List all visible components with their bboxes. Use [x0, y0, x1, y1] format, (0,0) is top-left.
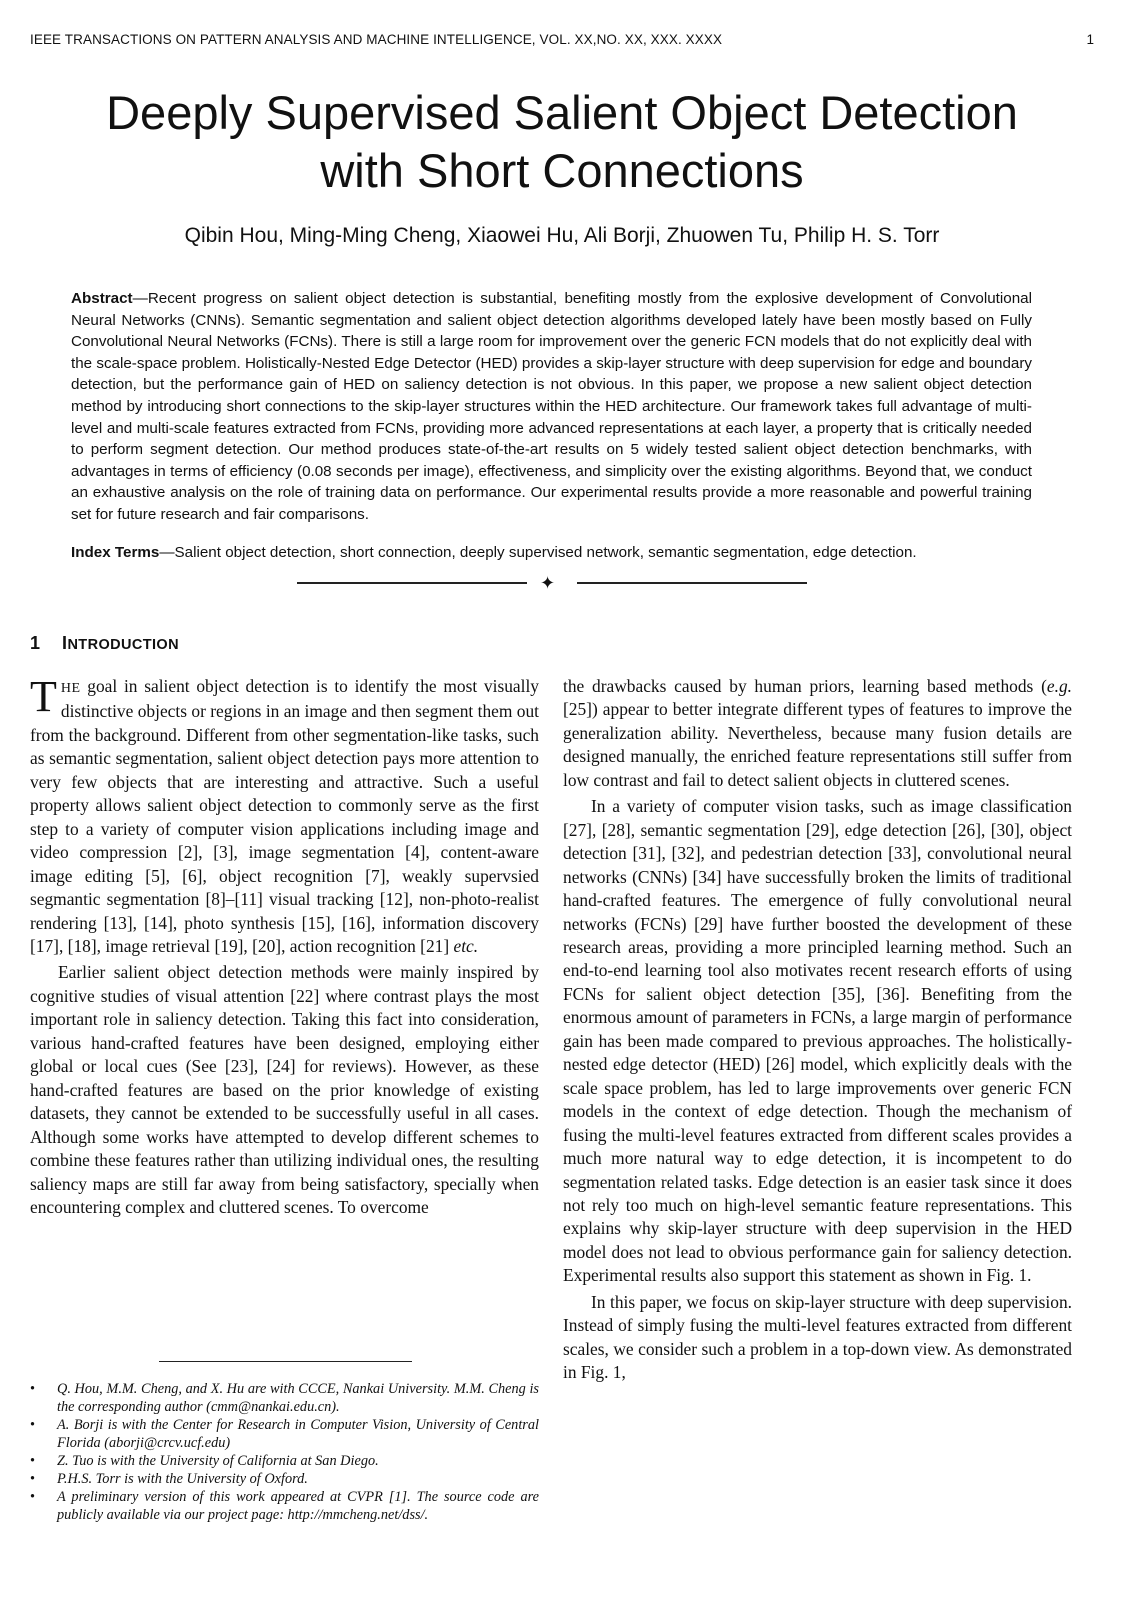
index-terms-text: —Salient object detection, short connection, deeply supervised network, semantic segmentation, edge detection. — [159, 544, 917, 561]
footnote-item: • Q. Hou, M.M. Cheng, and X. Hu are with CCCE, Nankai University. M.M. Cheng is the corresponding author (cmm@nankai.edu.cn). — [30, 1380, 539, 1416]
running-header — [30, 32, 1094, 52]
title-line-2: with Short Connections — [320, 144, 804, 197]
separator-line-left — [297, 582, 527, 584]
separator-line-right — [577, 582, 807, 584]
intro-paragraph-1 — [30, 672, 539, 958]
paragraph-2-continued-b: [25]) appear to better integrate different types of features to improve the generalization ability. Nevertheless, because many fusion details are designed manually, the enriched feature representations still suffer from low contrast and fail to detect salient objects in cluttered scenes. — [563, 699, 1072, 790]
paragraph-2-continued-a: the drawbacks caused by human priors, learning based methods ( — [563, 676, 1047, 696]
intro-paragraph-4: In this paper, we focus on skip-layer structure with deep supervision. Instead of simply fusing the multi-level features extracted from different scales, we consider such a problem in a top-down view. As demonstrated in Fig. 1, — [563, 1291, 1072, 1383]
drop-cap: T — [30, 672, 57, 721]
page-number: 1 — [1086, 32, 1094, 47]
author-list: Qibin Hou, Ming-Ming Cheng, Xiaowei Hu, Ali Borji, Zhuowen Tu, Philip H. S. Torr — [184, 224, 940, 247]
drop-cap-rest: HE — [60, 681, 81, 696]
abstract-text: —Recent progress on salient object detection is substantial, benefiting mostly from the explosive development of Convolutional Neural Networks (CNNs). Semantic segmentation and salient object detection algorithms developed lately have been mostly based on Fully Convolutional Neural Networks (FCNs). There is still a large room for improvement over the generic FCN models that do not explicitly deal with the scale-space problem. Holistically-Nested Edge Detector (HED) provides a skip-layer structure with deep supervision for edge and boundary detection, but the performance gain of HED on saliency detection is not obvious. In this paper, we propose a new salient object detection method by introducing short connections to the skip-layer structures within the HED architecture. Our framework takes full advantage of multi-level and multi-scale features extracted from FCNs, providing more advanced representations at each layer, a property that is critically needed to perform segment detection. Our method produces state-of-the-art results on 5 widely tested salient object detection benchmarks, with advantages in terms of efficiency (0.08 seconds per image), effectiveness, and simplicity over the existing algorithms. Beyond that, we conduct an exhaustive analysis on the role of training data on performance. Our experimental results provide a more reasonable and powerful training set for future research and fair comparisons. — [71, 290, 1032, 523]
abstract-label: Abstract — [71, 290, 133, 307]
intro-paragraph-2-continued — [563, 675, 1072, 792]
section-title-initial: I — [62, 633, 68, 653]
section-heading-introduction — [30, 633, 179, 654]
section-title-rest: NTRODUCTION — [67, 637, 179, 653]
intro-paragraph-3: In a variety of computer vision tasks, such as image classification [27], [28], semantic segmentation [29], edge detection [26], [30], object detection [31], [32], and pedestrian detection [33], convolutional neural networks (CNNs) [34] have successfully broken the limits of traditional hand-crafted features. The emergence of fully convolutional neural networks (FCNs) [29] have further boosted the development of these research areas, providing a more principled learning method. Such an end-to-end learning tool also motivates recent research efforts of using FCNs for salient object detection [35], [36]. Benefiting from the enormous amount of parameters in FCNs, a large margin of performance gain has been made compared to previous approaches. The holistically-nested edge detector (HED) [26] model, which explicitly deals with the scale space problem, has led to large improvements over generic FCN models in the context of edge detection. Though the mechanism of fusing the multi-level features extracted from different scales provides a much more natural way to edge detection, it is incompetent to do segmentation related tasks. Edge detection is an easier task since it does not rely too much on high-level semantic feature representations. This explains why skip-layer structure with deep supervision in the HED model does not lead to obvious performance gain for saliency detection. Experimental results also support this statement as shown in Fig. 1. — [563, 796, 1072, 1286]
section-number: 1 — [30, 633, 41, 653]
intro-paragraph-1-text: goal in salient object detection is to identify the most visually distinctive objects or regions in an image and then segment them out from the background. Different from other segmentation-like tasks, such as semantic segmentation, salient object detection pays more attention to very few objects that are interesting and attractive. Such a useful property allows salient object detection to commonly serve as the first step to a variety of computer vision applications including image and video compression [2], [3], image segmentation [4], content-aware image editing [5], [6], object recognition [7], weakly supervsied segmantic segmentation [8]–[11] visual tracking [12], non-photo-realist rendering [13], [14], photo synthesis [15], [16], information discovery [17], [18], image retrieval [19], [20], action recognition [21] — [30, 676, 539, 956]
intro-paragraph-2: Earlier salient object detection methods were mainly inspired by cognitive studies of visual attention [22] where contrast plays the most important role in saliency detection. Taking this fact into consideration, various hand-crafted features have been designed, employing either global or local cues (See [23], [24] for reviews). However, as these hand-crafted features are based on the prior knowledge of existing datasets, they cannot be extended to be successfully useful in all cases. Although some works have attempted to develop different schemes to combine these features rather than utilizing individual ones, the resulting saliency maps are still far away from being satisfactory, specially when encountering complex and cluttered scenes. To overcome — [30, 962, 539, 1217]
footnote-item: • A preliminary version of this work appeared at CVPR [1]. The source code are publicly available via our project page: http://mmcheng.net/dss/. — [30, 1488, 539, 1524]
footnote-item: • P.H.S. Torr is with the University of Oxford. — [30, 1470, 539, 1488]
paragraph-2-continued-eg: e.g. — [1046, 676, 1072, 696]
index-terms — [71, 542, 1032, 563]
right-column — [563, 675, 1072, 1385]
intro-paragraph-1-etc: etc. — [453, 935, 479, 956]
diamond-icon: ✦ — [540, 573, 556, 593]
section-separator — [297, 572, 807, 594]
journal-name: IEEE TRANSACTIONS ON PATTERN ANALYSIS AND MACHINE INTELLIGENCE, VOL. XX,NO. XX, XXX. XXXX — [30, 32, 723, 47]
footnote-rule — [159, 1361, 412, 1362]
footnotes — [30, 1380, 539, 1524]
paper-title — [0, 84, 1124, 200]
abstract — [71, 288, 1032, 526]
index-terms-label: Index Terms — [71, 544, 160, 561]
left-column — [30, 672, 539, 1219]
footnote-item: • Z. Tuo is with the University of California at San Diego. — [30, 1452, 539, 1470]
footnote-item: • A. Borji is with the Center for Research in Computer Vision, University of Central Florida (aborji@crcv.ucf.edu) — [30, 1416, 539, 1452]
title-line-1: Deeply Supervised Salient Object Detection — [106, 86, 1018, 139]
